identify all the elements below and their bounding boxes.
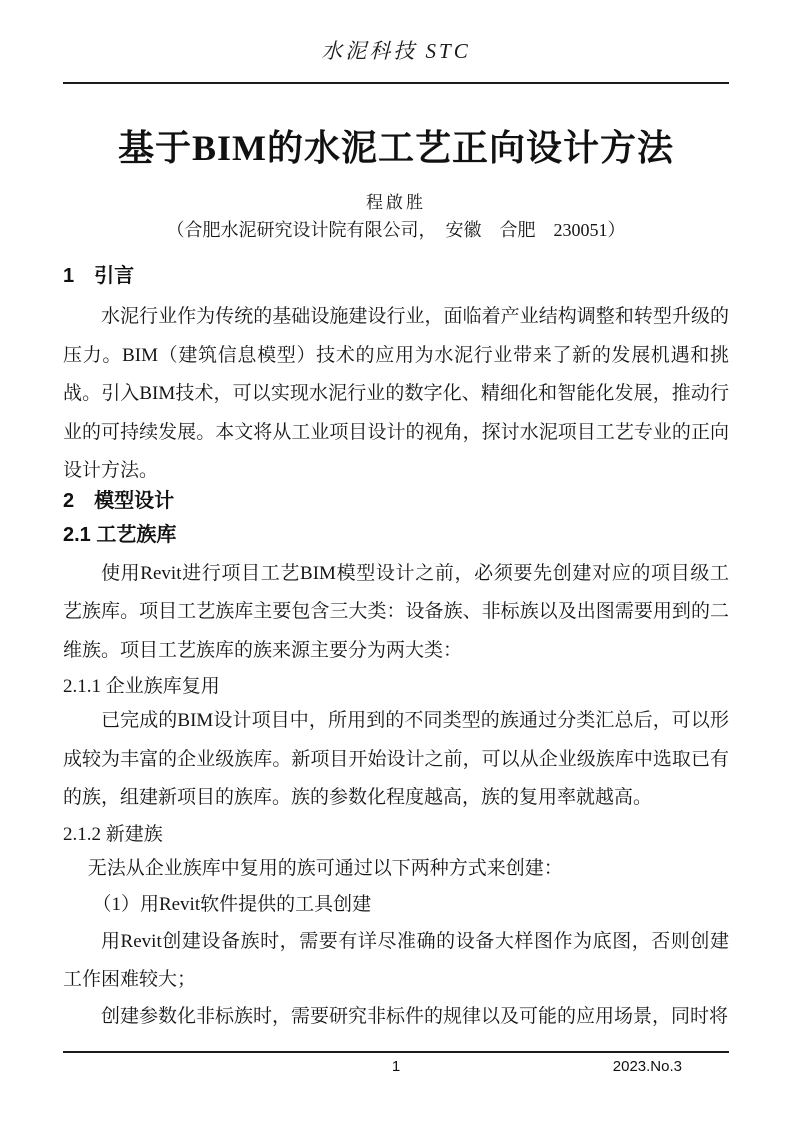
- issue-label: 2023.No.3: [612, 1058, 682, 1075]
- paragraph-method-1-label: （1）用Revit软件提供的工具创建: [92, 894, 372, 915]
- journal-header: [63, 36, 729, 66]
- section-2-1-heading: 2.1 工艺族库: [63, 523, 177, 546]
- paragraph-family-library: 使用Revit进行项目工艺BIM模型设计之前，必须要先创建对应的项目级工艺族库。项目工艺族库主要包含三大类：设备族、非标族以及出图需要用到的二维族。项目工艺族库的族来源主要分为两大类：: [63, 562, 729, 661]
- section-1-heading: 1 引言: [63, 265, 135, 287]
- section-2-heading: 2 模型设计: [63, 489, 175, 512]
- page-footer: [63, 1051, 729, 1075]
- section-2-1-2-heading: 2.1.2 新建族: [63, 823, 163, 845]
- paragraph-new-family-intro: 无法从企业族库中复用的族可通过以下两种方式来创建：: [87, 857, 563, 879]
- journal-title: 水泥科技 STC: [321, 39, 471, 63]
- header-divider: [63, 82, 729, 84]
- page-number: 1: [391, 1058, 401, 1075]
- author-name: 程啟胜: [366, 193, 426, 212]
- footer-row: [63, 1053, 729, 1075]
- paragraph-parametric-nonstandard: 创建参数化非标族时，需要研究非标件的规律以及可能的应用场景，同时将: [101, 1005, 729, 1027]
- paragraph-enterprise-library-reuse: 已完成的BIM设计项目中，所用到的不同类型的族通过分类汇总后，可以形成较为丰富的企业级族库。新项目开始设计之前，可以从企业级族库中选取已有的族，组建新项目的族库。族的参数化程度越高，族的复用率就越高。: [63, 710, 729, 808]
- affiliation: （合肥水泥研究设计院有限公司， 安徽 合肥 230051）: [166, 220, 626, 240]
- section-2-1-1-heading: 2.1.1 企业族库复用: [63, 676, 220, 697]
- paragraph-revit-equipment-family: 用Revit创建设备族时，需要有详尽准确的设备大样图作为底图，否则创建工作困难较大；: [63, 930, 729, 990]
- paragraph-introduction: 水泥行业作为传统的基础设施建设行业，面临着产业结构调整和转型升级的压力。BIM（建筑信息模型）技术的应用为水泥行业带来了新的发展机遇和挑战。引入BIM技术，可以实现水泥行业的数字化、精细化和智能化发展，推动行业的可持续发展。本文将从工业项目设计的视角，探讨水泥项目工艺专业的正向设计方法。: [63, 306, 729, 481]
- article-title: 基于BIM的水泥工艺正向设计方法: [117, 128, 674, 168]
